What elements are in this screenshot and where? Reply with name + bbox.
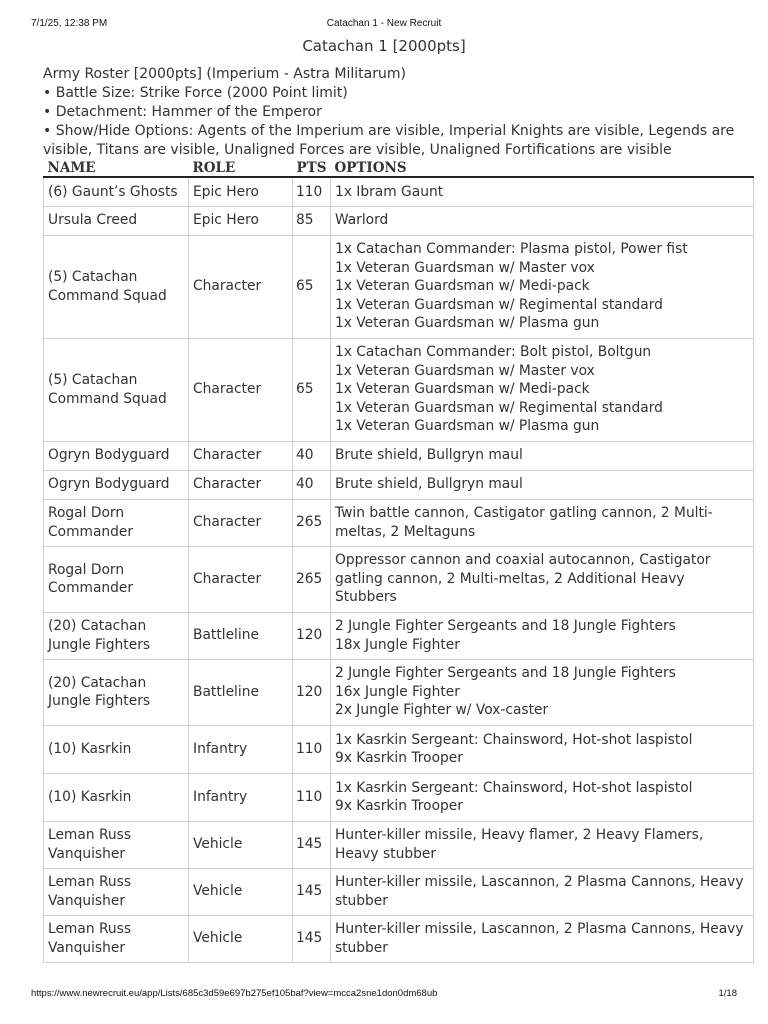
unit-role-cell: Battleline [189,612,293,659]
table-row [44,441,754,470]
unit-points-cell: 120 [293,659,331,725]
table-row [44,338,754,441]
option-line: 9x Kasrkin Trooper [334,750,463,766]
unit-role-cell: Character [189,441,293,470]
print-footer [31,988,737,1002]
unit-points-cell: 110 [293,177,331,206]
unit-points-cell: 40 [293,470,331,499]
unit-options-cell [330,206,753,235]
header-name: NAME [44,157,189,177]
unit-name-cell: Leman Russ Vanquisher [44,868,189,915]
print-header [31,18,737,32]
unit-role-cell: Character [189,546,293,612]
unit-points-cell: 110 [293,773,331,821]
unit-options-cell [330,177,753,206]
option-line: Hunter-killer missile, Lascannon, 2 Plasma Cannons, Heavy stubber [334,874,744,909]
unit-options-cell [330,441,753,470]
option-line: Brute shield, Bullgryn maul [334,447,523,464]
roster-line: Army Roster [2000pts] (Imperium - Astra Militarum) [43,66,406,82]
unit-name-cell: Leman Russ Vanquisher [44,915,189,962]
table-row [44,612,754,659]
unit-points-cell: 40 [293,441,331,470]
option-line: 1x Veteran Guardsman w/ Regimental standard [334,296,663,313]
table-row [44,235,754,338]
option-line: Brute shield, Bullgryn maul [334,476,523,493]
option-line: 1x Kasrkin Sergeant: Chainsword, Hot-shot laspistol [334,731,693,748]
detachment-line: • Detachment: Hammer of the Emperor [43,104,322,120]
unit-name-cell: (5) Catachan Command Squad [44,235,189,338]
option-line: Hunter-killer missile, Heavy flamer, 2 Heavy Flamers, Heavy stubber [334,827,704,862]
unit-name-cell: Ogryn Bodyguard [44,470,189,499]
unit-options-cell [330,235,753,338]
unit-name-cell: Rogal Dorn Commander [44,546,189,612]
header-pts: PTS [293,157,331,177]
unit-name-cell: (5) Catachan Command Squad [44,338,189,441]
table-row [44,546,754,612]
unit-name-cell: Ursula Creed [44,206,189,235]
unit-role-cell: Character [189,499,293,546]
unit-options-cell [330,499,753,546]
unit-role-cell: Vehicle [189,915,293,962]
option-line: 2x Jungle Fighter w/ Vox-caster [334,702,549,719]
show-hide-line: • Show/Hide Options: Agents of the Imperium are visible, Imperial Knights are visible, Legends are visible, Titans are visible, Unaligned Forces are visible, Unaligned Fortifications are visible [43,123,735,158]
unit-options-cell [330,546,753,612]
unit-name-cell: (10) Kasrkin [44,725,189,773]
unit-options-cell [330,659,753,725]
option-line: 9x Kasrkin Trooper [334,798,463,814]
unit-options-cell [330,821,753,868]
table-header-row [44,157,754,177]
option-line: 1x Veteran Guardsman w/ Master vox [334,259,595,276]
header-role: ROLE [189,157,293,177]
print-page-title: Catachan 1 - New Recruit [326,18,442,29]
table-row [44,659,754,725]
table-row [44,177,754,206]
unit-points-cell: 265 [293,499,331,546]
unit-name-cell: Leman Russ Vanquisher [44,821,189,868]
print-datetime: 7/1/25, 12:38 PM [31,18,108,29]
battle-size-line: • Battle Size: Strike Force (2000 Point limit) [43,85,348,101]
unit-points-cell: 145 [293,868,331,915]
unit-name-cell: Ogryn Bodyguard [44,441,189,470]
unit-role-cell: Vehicle [189,821,293,868]
table-row [44,773,754,821]
option-line: 2 Jungle Fighter Sergeants and 18 Jungle Fighters [334,618,676,634]
unit-role-cell: Character [189,235,293,338]
roster-summary [43,65,743,160]
unit-role-cell: Vehicle [189,868,293,915]
table-row [44,868,754,915]
unit-role-cell: Epic Hero [189,206,293,235]
unit-role-cell: Battleline [189,659,293,725]
unit-options-cell [330,868,753,915]
option-line: 18x Jungle Fighter [334,636,460,653]
option-line: 1x Catachan Commander: Bolt pistol, Boltgun [334,344,652,361]
unit-name-cell: (6) Gaunt’s Ghosts [44,177,189,206]
unit-points-cell: 145 [293,915,331,962]
document-title: Catachan 1 [2000pts] [302,37,466,55]
unit-points-cell: 65 [293,235,331,338]
unit-role-cell: Character [189,470,293,499]
option-line: 1x Catachan Commander: Plasma pistol, Power fist [334,241,688,258]
unit-points-cell: 110 [293,725,331,773]
option-line: 1x Kasrkin Sergeant: Chainsword, Hot-shot laspistol [334,779,693,796]
unit-options-cell [330,612,753,659]
option-line: 1x Veteran Guardsman w/ Medi-pack [334,381,590,398]
option-line: 1x Veteran Guardsman w/ Plasma gun [334,418,600,435]
table-row [44,499,754,546]
unit-name-cell: (20) Catachan Jungle Fighters [44,612,189,659]
option-line: 16x Jungle Fighter [334,683,460,700]
option-line: Hunter-killer missile, Lascannon, 2 Plasma Cannons, Heavy stubber [334,921,744,956]
unit-options-cell [330,915,753,962]
unit-name-cell: (20) Catachan Jungle Fighters [44,659,189,725]
unit-options-cell [330,338,753,441]
option-line: 1x Veteran Guardsman w/ Regimental standard [334,399,663,416]
unit-name-cell: Rogal Dorn Commander [44,499,189,546]
unit-points-cell: 120 [293,612,331,659]
unit-role-cell: Character [189,338,293,441]
unit-points-cell: 265 [293,546,331,612]
roster-table [43,157,754,963]
unit-options-cell [330,470,753,499]
option-line: 1x Ibram Gaunt [334,183,444,200]
option-line: Twin battle cannon, Castigator gatling cannon, 2 Multi-meltas, 2 Meltaguns [334,505,713,540]
option-line: 2 Jungle Fighter Sergeants and 18 Jungle Fighters [334,665,676,682]
option-line: Warlord [334,212,389,229]
unit-name-cell: (10) Kasrkin [44,773,189,821]
unit-points-cell: 145 [293,821,331,868]
unit-options-cell [330,725,753,773]
unit-role-cell: Epic Hero [189,177,293,206]
print-url: https://www.newrecruit.eu/app/Lists/685c3d59e697b275ef105baf?view=mcca2sne1don0dm68ub [31,988,438,999]
page-number: 1/18 [718,988,737,999]
unit-role-cell: Infantry [189,773,293,821]
option-line: 1x Veteran Guardsman w/ Plasma gun [334,315,600,332]
option-line: 1x Veteran Guardsman w/ Master vox [334,362,595,379]
roster-body [44,177,754,962]
table-row [44,821,754,868]
table-row [44,470,754,499]
table-row [44,725,754,773]
option-line: 1x Veteran Guardsman w/ Medi-pack [334,278,590,295]
table-row [44,206,754,235]
table-row [44,915,754,962]
unit-options-cell [330,773,753,821]
unit-points-cell: 65 [293,338,331,441]
unit-role-cell: Infantry [189,725,293,773]
header-options: OPTIONS [330,157,753,177]
option-line: Oppressor cannon and coaxial autocannon, Castigator gatling cannon, 2 Multi-meltas, 2 Additional Heavy Stubbers [334,552,711,606]
unit-points-cell: 85 [293,206,331,235]
